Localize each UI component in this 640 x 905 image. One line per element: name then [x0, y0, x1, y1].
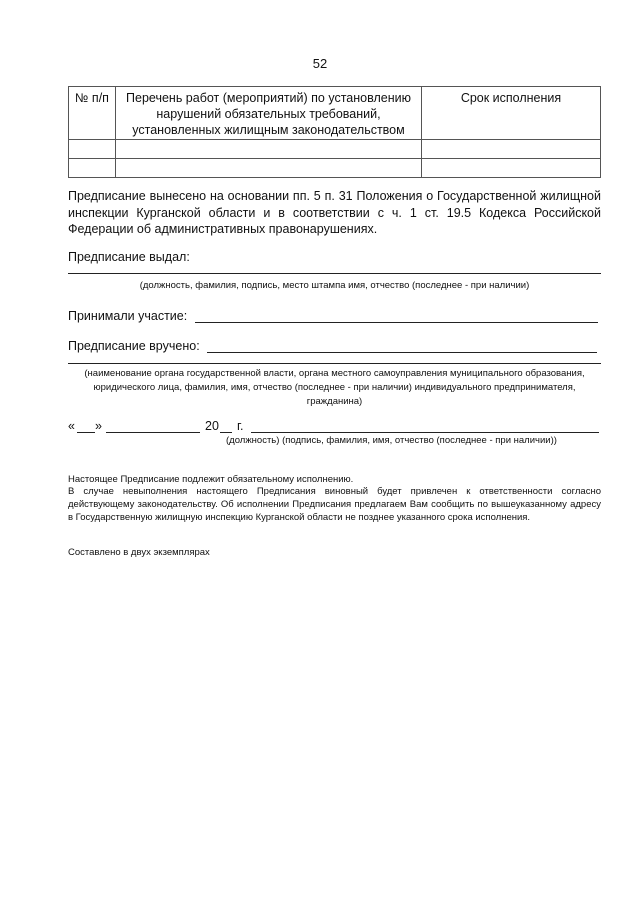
date-year-prefix: 20 [205, 419, 219, 433]
table-cell [422, 159, 601, 178]
copies-note: Составлено в двух экземплярах [68, 547, 210, 558]
col-header-number: № п/п [69, 87, 116, 140]
date-line-caption: (должность) (подпись, фамилия, имя, отчество (последнее - при наличии)) [226, 435, 557, 446]
table-cell [116, 159, 422, 178]
date-day-line [77, 432, 95, 433]
table-cell [69, 140, 116, 159]
page-number: 52 [312, 56, 328, 71]
works-table [68, 86, 601, 178]
table-row [69, 140, 601, 159]
date-open-quote: « [68, 419, 75, 433]
official-signature-line [251, 432, 599, 433]
basis-paragraph: Предписание вынесено на основании пп. 5 п. 31 Положения о Государственной жилищной инспекции Курганской области и в соответствии с ч. 1 ст. 19.5 Кодекса Российской Федерации об административных правонарушениях. [68, 189, 601, 236]
date-close-quote: » [95, 419, 102, 433]
table-cell [116, 140, 422, 159]
delivered-line [207, 352, 597, 353]
delivered-line-2 [68, 363, 601, 364]
date-month-line [106, 432, 200, 433]
col-header-works-list: Перечень работ (мероприятий) по установлению нарушений обязательных требований, установленных жилищным законодательством [116, 87, 422, 140]
issued-by-line [68, 273, 601, 274]
col-header-deadline: Срок исполнения [422, 87, 601, 140]
date-year-suffix: г. [237, 419, 244, 433]
issued-by-label: Предписание выдал: [68, 250, 190, 264]
table-cell [69, 159, 116, 178]
date-year-line [220, 432, 232, 433]
mandatory-note: Настоящее Предписание подлежит обязательному исполнению. [68, 474, 354, 485]
delivered-label: Предписание вручено: [68, 339, 200, 353]
failure-note: В случае невыполнения настоящего Предписания виновный будет привлечен к ответственности согласно действующему законодательству. Об исполнении Предписания предлагаем Вам сообщить по вышеуказанному адресу в Государственную жилищную инспекцию Курганской области не позднее указанного срока исполнения. [68, 486, 601, 523]
table-row [69, 159, 601, 178]
table-header-row [69, 87, 601, 140]
delivered-caption: (наименование органа государственной власти, органа местного самоуправления муниципального образования, юридического лица, фамилия, имя, отчество (последнее - при наличии) индивидуального предпринимателя, гражданина) [84, 368, 585, 407]
table-cell [422, 140, 601, 159]
issued-by-caption: (должность, фамилия, подпись, место штампа имя, отчество (последнее - при наличии) [139, 280, 530, 291]
participated-label: Принимали участие: [68, 309, 188, 323]
participated-line [195, 322, 598, 323]
